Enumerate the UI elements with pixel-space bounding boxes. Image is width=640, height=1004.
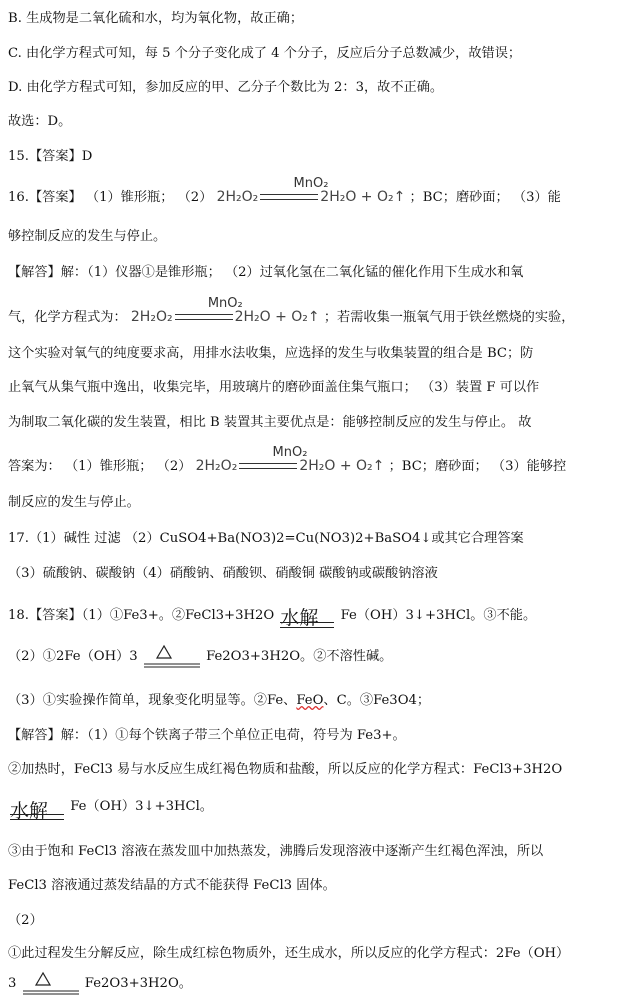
text-line: 【解答】解：（1）仪器①是锥形瓶； （2）过氧化氢在二氧化锰的催化作用下生成水和氧 [8, 265, 524, 280]
eq-arrow [175, 314, 233, 320]
text-segment: Fe2O3+3H2O。②不溶性碱。 [206, 649, 393, 664]
text-line: （2） [8, 913, 43, 928]
eq-lhs: 2H₂O₂ [130, 309, 173, 325]
text-line: 15.【答案】D [8, 149, 93, 164]
text-segment: 18.【答案】（1）①Fe3+。②FeCl3+3H2O [8, 608, 275, 623]
eq-lhs: 2H₂O₂ [216, 189, 259, 205]
text-line [8, 296, 634, 327]
hydrolysis-label: 水解 [10, 800, 49, 822]
text-line: C. 由化学方程式可知，每 5 个分子变化成了 4 个分子，反应后分子总数减少，故错误； [8, 46, 522, 61]
text-line: 17.（1）碱性 过滤 （2）CuSO4+Ba(NO3)2=Cu(NO3)2+BaSO4↓或其它合理答案 [8, 531, 524, 546]
text-segment: Fe（OH）3↓+3HCl。③不能。 [340, 608, 537, 623]
text-line: 故选：D。 [8, 114, 72, 129]
hydrolysis-arrow [278, 604, 336, 630]
delta-icon [142, 642, 202, 672]
hydrolysis-label: 水解 [280, 607, 319, 629]
text-line: 够控制反应的发生与停止。 [8, 229, 167, 244]
eq-lhs: 2H₂O₂ [195, 458, 238, 474]
text-line: （3）硫酸钠、碳酸钠（4）硝酸钠、硝酸钡、硝酸铜 碳酸钠或碳酸钠溶液 [8, 566, 438, 581]
text-line: ①此过程发生分解反应，除生成红棕色物质外，还生成水，所以反应的化学方程式：2Fe（OH） [8, 946, 570, 961]
heat-arrow [142, 642, 202, 672]
text-segment: 、C。③Fe3O4； [323, 693, 431, 708]
text-line: 止氧气从集气瓶中逸出，收集完毕，用玻璃片的磨砂面盖住集气瓶口； （3）装置 F 可以作 [8, 380, 540, 395]
text-segment: ；BC；磨砂面； （3）能够控 [388, 459, 567, 474]
text-line [8, 969, 634, 999]
flagged-text: FeO [296, 693, 324, 708]
text-line: B. 生成物是二氧化硫和水，均为氧化物，故正确； [8, 11, 304, 26]
text-line: D. 由化学方程式可知，参加反应的甲、乙分子个数比为 2：3，故不正确。 [8, 80, 444, 95]
text-line [8, 642, 634, 672]
text-segment: （3）①实验操作简单，现象变化明显等。②Fe、 [8, 693, 297, 708]
text-line: 【解答】解：（1）①每个铁离子带三个单位正电荷，符号为 Fe3+。 [8, 728, 406, 743]
eq-rhs: 2H₂O + O₂↑ [234, 309, 320, 325]
eq-catalyst: MnO₂ [207, 296, 243, 311]
text-segment: （2）①2Fe（OH）3 [8, 649, 138, 664]
chemical-equation-h2o2 [130, 296, 320, 326]
eq-arrow [260, 194, 318, 200]
chemical-equation-h2o2 [195, 445, 385, 475]
text-segment: Fe（OH）3↓+3HCl。 [70, 799, 213, 814]
eq-arrow [239, 463, 297, 469]
eq-rhs: 2H₂O + O₂↑ [299, 458, 385, 474]
heat-arrow [21, 969, 81, 999]
text-line [8, 445, 634, 476]
text-segment: 16.【答案】 （1）锥形瓶； （2） [8, 190, 213, 205]
text-segment: ；BC；磨砂面； （3）能 [409, 190, 561, 205]
text-line: 为制取二氧化碳的发生装置，相比 B 装置其主要优点是：能够控制反应的发生与停止。 故 [8, 415, 532, 430]
eq-rhs: 2H₂O + O₂↑ [320, 189, 406, 205]
text-line [8, 792, 634, 822]
text-line: FeCl3 溶液通过蒸发结晶的方式不能获得 FeCl3 固体。 [8, 878, 336, 893]
text-line [8, 692, 634, 710]
text-line: ②加热时，FeCl3 易与水反应生成红褐色物质和盐酸，所以反应的化学方程式：FeCl3+3H2O [8, 762, 563, 777]
hydrolysis-arrow [8, 796, 66, 822]
text-segment: ；若需收集一瓶氧气用于铁丝燃烧的实验， [323, 310, 575, 325]
text-segment: 气，化学方程式为： [8, 310, 127, 325]
delta-icon [21, 969, 81, 999]
eq-catalyst: MnO₂ [272, 445, 308, 460]
eq-catalyst: MnO₂ [293, 176, 329, 191]
chemical-equation-h2o2 [216, 176, 406, 206]
text-segment: Fe2O3+3H2O。 [84, 976, 192, 991]
text-line [8, 602, 634, 630]
text-line: 这个实验对氧气的纯度要求高，用排水法收集，应选择的发生与收集装置的组合是 BC；防 [8, 346, 534, 361]
text-line: 制反应的发生与停止。 [8, 495, 140, 510]
text-line: ③由于饱和 FeCl3 溶液在蒸发皿中加热蒸发，沸腾后发现溶液中逐渐产生红褐色浑浊，所以 [8, 844, 544, 859]
double-line [280, 622, 334, 628]
double-line [10, 814, 64, 820]
text-line [8, 176, 634, 207]
text-segment: 3 [8, 976, 17, 991]
text-segment: 答案为： （1）锥形瓶； （2） [8, 459, 192, 474]
